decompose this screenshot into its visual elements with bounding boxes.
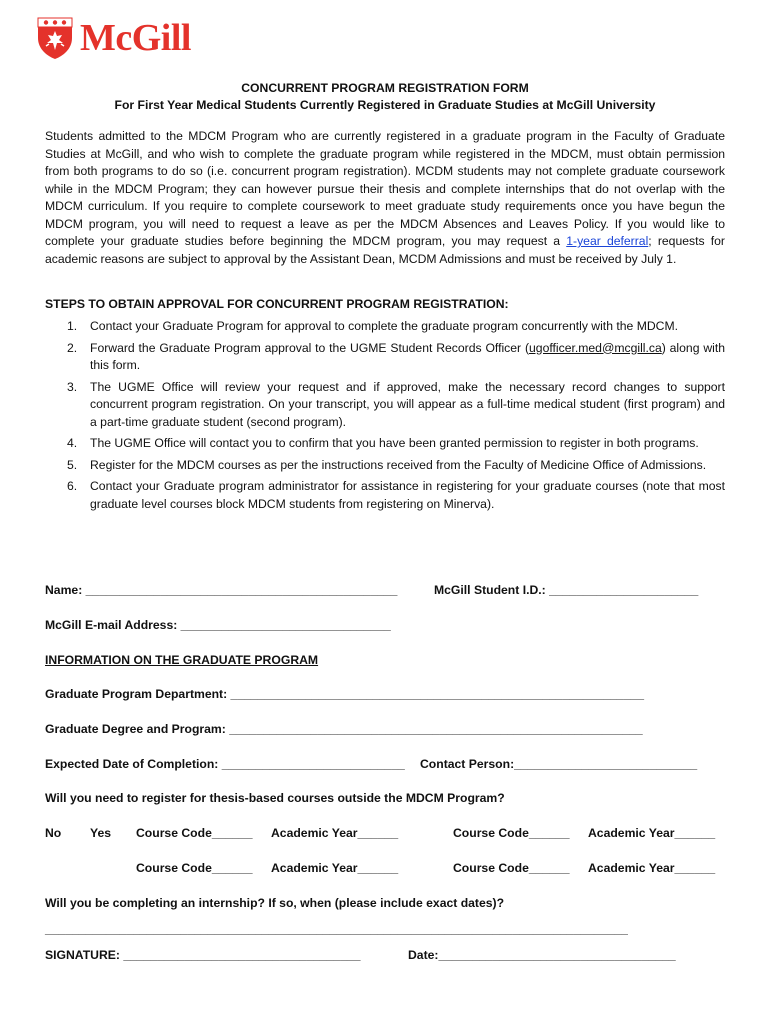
email-field[interactable]: McGill E-mail Address: _______________________________ <box>45 618 391 632</box>
internship-question: Will you be completing an internship? If so, when (please include exact dates)? <box>45 896 505 910</box>
list-item: 1. Contact your Graduate Program for approval to complete the graduate program concurrently with the MDCM. <box>67 319 678 333</box>
degree-field[interactable]: Graduate Degree and Program: _____________________________________________________________ <box>45 722 643 736</box>
mcgill-wordmark: McGill <box>80 17 191 59</box>
mcgill-logo <box>36 14 191 62</box>
academic-year-field[interactable]: Academic Year______ <box>271 861 399 875</box>
course-code-field[interactable]: Course Code______ <box>136 826 253 840</box>
course-code-field[interactable]: Course Code______ <box>453 826 570 840</box>
intro-paragraph: Students admitted to the MDCM Program who are currently registered in a graduate program in the Faculty of Graduate Studies at McGill, and who wish to complete the graduate program while registered in the MDCM, must obtain permission from both programs to do so (i.e. concurrent program registration). MCDM students may not complete graduate coursework while in the MDCM Program; they can however pursue their thesis and complete internships that do not overlap with the MDCM curriculum. If you require to complete coursework to meet graduate study requirements once you have begun the MDCM program, you will need to request a leave as per the MDCM Absences and Leaves Policy. If you would like to complete your graduate studies before beginning the MDCM program, you may request a 1-year deferral; requests for academic reasons are subject to approval by the Assistant Dean, MCDM Admissions and must be received by July 1. <box>45 129 725 266</box>
academic-year-field[interactable]: Academic Year______ <box>588 861 716 875</box>
list-item: 3. The UGME Office will review your request and if approved, make the necessary record changes to support concurrent program registration. On your transcript, you will appear as a full-time medical student (first program) and a part-time graduate student (second program). <box>67 379 725 429</box>
steps-list <box>45 318 725 517</box>
steps-heading: STEPS TO OBTAIN APPROVAL FOR CONCURRENT PROGRAM REGISTRATION: <box>45 297 509 311</box>
list-item: 6. Contact your Graduate program administrator for assistance in registering for your graduate courses (note that most graduate level courses block MDCM students from registering on Minerva). <box>67 479 725 511</box>
academic-year-field[interactable]: Academic Year______ <box>588 826 716 840</box>
completion-date-field[interactable]: Expected Date of Completion: ___________________________ <box>45 757 405 771</box>
course-code-field[interactable]: Course Code______ <box>136 861 253 875</box>
name-field[interactable]: Name: ______________________________________________ <box>45 583 398 597</box>
mcgill-crest-icon <box>36 16 74 60</box>
ugme-email-link[interactable]: ugofficer.med@mcgill.ca <box>529 340 662 355</box>
thesis-question: Will you need to register for thesis-based courses outside the MDCM Program? <box>45 791 505 805</box>
yes-option[interactable]: Yes <box>90 826 112 840</box>
list-item: 2. Forward the Graduate Program approval to the UGME Student Records Officer (ugofficer.med@mcgill.ca) along with this form. <box>67 340 725 372</box>
student-id-field[interactable]: McGill Student I.D.: ______________________ <box>434 583 699 597</box>
academic-year-field[interactable]: Academic Year______ <box>271 826 399 840</box>
list-item: 4. The UGME Office will contact you to confirm that you have been granted permission to register in both programs. <box>67 436 699 450</box>
course-code-field[interactable]: Course Code______ <box>453 861 570 875</box>
signature-field[interactable]: SIGNATURE: ___________________________________ <box>45 948 361 962</box>
form-subtitle: For First Year Medical Students Currently Registered in Graduate Studies at McGill University <box>114 98 656 112</box>
graduate-program-heading: INFORMATION ON THE GRADUATE PROGRAM <box>45 653 319 667</box>
list-item: 5. Register for the MDCM courses as per the instructions received from the Faculty of Medicine Office of Admissions. <box>67 457 707 472</box>
department-field[interactable]: Graduate Program Department: _____________________________________________________________ <box>45 687 645 701</box>
contact-person-field[interactable]: Contact Person:___________________________ <box>420 757 698 771</box>
date-field[interactable]: Date:___________________________________ <box>408 948 676 962</box>
form-title: CONCURRENT PROGRAM REGISTRATION FORM <box>241 81 529 95</box>
no-option[interactable]: No <box>45 826 62 840</box>
internship-answer-line[interactable]: ______________________________________________________________________________________ <box>45 922 628 936</box>
deferral-link[interactable]: 1-year deferral <box>566 234 649 248</box>
